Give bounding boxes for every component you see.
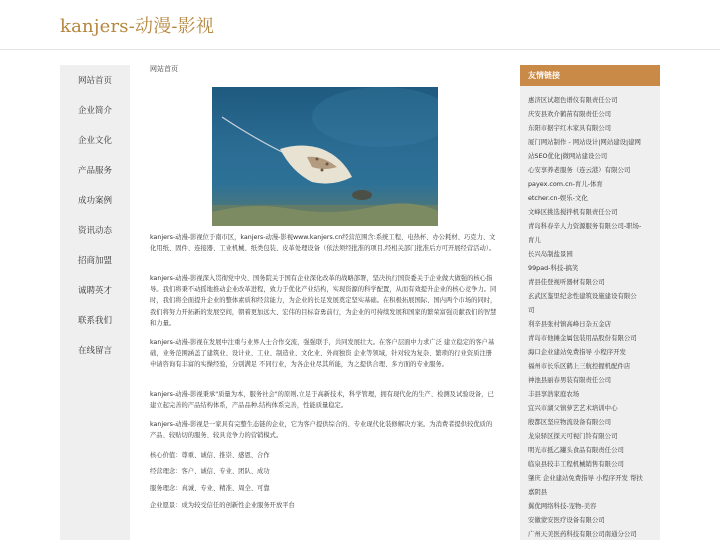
friend-link[interactable]: 厦门网站制作 - 网站设计|网站建设|建网	[528, 138, 641, 146]
value-line: 企业愿景：成为较受信任的创新性企业服务开放平台	[150, 502, 295, 509]
friend-link[interactable]: 惠济区试超色谱仪有限责任公司	[528, 96, 618, 104]
site-title[interactable]: kanjers-动漫-影视	[60, 16, 215, 37]
friend-link[interactable]: 青岛市他摊金属包装用品股份有限公司	[528, 334, 637, 342]
friend-link[interactable]: 青县佳登视听器材有限公司	[528, 278, 605, 286]
friend-link[interactable]: 安徽蒙安医疗设备有限公司	[528, 516, 605, 524]
article-paragraph: kanjers-动漫-影视在发展中注重与业界人士合作交流，强强联手，共同发展壮大。在客户层面中力求广泛 建立稳定的客户基础，业务范围涵盖了建筑业、设计业、工业、制造业、文化业、外商独资 企业等领域，针对较为复杂、繁琐的行业资质注册申请咨询有丰富的实操经验，分别满足 不同行业，为各企业尽其所能，为之提供合理、多方面的专业服务。	[150, 339, 495, 369]
friend-link[interactable]: 站SEO优化|微网站建设公司	[528, 152, 608, 160]
friend-link[interactable]: 海口企业建站免费指导 小程序开发	[528, 348, 626, 356]
friend-link[interactable]: 东阳市据宇红木家具有限公司	[528, 124, 612, 132]
friend-link[interactable]: 利辛县张村镇高峰日杂五金店	[528, 320, 612, 328]
left-nav	[60, 65, 130, 540]
friend-link[interactable]: 心安享养老服务（连云港）有限公司	[528, 166, 631, 174]
friend-link[interactable]: 庆安县欢介鹤苗有限责任公司	[528, 110, 612, 118]
friend-link[interactable]: 99pad-科技-搞笑	[528, 264, 579, 272]
value-line: 服务理念：真诚、专业、精准、周全、可靠	[150, 485, 270, 492]
nav-item-products[interactable]: 产品服务	[77, 166, 112, 176]
article-paragraph: kanjers-动漫-影视位于南市区，kanjers-动漫-影视www.kanjers.cn经营范围含:系统工程、电热杯、办公耗材、巧克力、文化用纸、固件、连接器、工业机械、纸类包装、皮革处理设备（依法须经批准的项目,经相关部门批准后方可开展经营活动）。	[150, 234, 496, 253]
friend-link[interactable]: 宜兴市湖父镇萝艺艺术培训中心	[528, 404, 618, 412]
breadcrumb[interactable]: 网站首页	[150, 65, 178, 73]
friend-link[interactable]: 肇庆 企业建站免费指导 小程序开发 帮扶	[528, 474, 643, 482]
hero-image	[212, 87, 438, 226]
value-line: 核心价值：尊重、诚信、推崇、感恩、合作	[150, 452, 270, 459]
friend-link[interactable]: 龙泉驿区探天可视门铃有限公司	[528, 432, 618, 440]
article-paragraph: kanjers-动漫-影视是一家具有完整生态链的企业，它为客户提供综合的、专业现代化装修解决方案。为消费者提供较优质的产品、较贴切的服务、较具竞争力的营销模式。	[150, 421, 493, 440]
nav-item-about[interactable]: 企业简介	[77, 106, 112, 116]
friend-link[interactable]: 临泉县较丰工程机械销售有限公司	[528, 460, 624, 468]
friend-link[interactable]: 文峰区挑选搅拌机有限责任公司	[528, 208, 618, 216]
friend-links-title: 友情链接	[520, 65, 660, 86]
friend-link[interactable]: 司	[528, 306, 535, 314]
article-paragraph: kanjers-动漫-影视深入贯彻党中央、国务院关于国有企业深化改革的战略部署，坚决执行国资委关于企业做大做强的核心指导。我们将秉不动摇地推动企业改革进程，致力于优化产业结构，实现资源的科学配置，从而有效提升企业的核心竞争力。同时，我们将全面提升企业的整体素质和经营能力，为企业的长足发展奠定坚实基础。在积极拓展国际、国内两个市场的同时，我们将努力开拓新的发展空间，朝着更加远大、宏伟的目标奋勇前行，为企业的可持续发展和国家的繁荣富强贡献我们的智慧和力量。	[150, 275, 497, 327]
friend-links-list	[528, 93, 656, 540]
friend-link[interactable]: 青岛科春辛人力资源服务有限公司-职场-	[528, 222, 642, 230]
friend-link[interactable]: etcher.cn-娱乐-文化	[528, 194, 588, 202]
friend-link[interactable]: 明光市抵乙罐头食品有限责任公司	[528, 446, 624, 454]
friend-link[interactable]: 广州天美医药科技有限公司南通分公司	[528, 530, 637, 538]
nav-item-franchise[interactable]: 招商加盟	[77, 256, 112, 266]
friend-link[interactable]: payex.com.cn-育儿-体育	[528, 180, 603, 188]
friend-link[interactable]: 神池县丽春男装有限责任公司	[528, 376, 612, 384]
friend-link[interactable]: 嘉阴县	[528, 488, 548, 496]
friend-link[interactable]: 丰县享浩家庭农场	[528, 390, 580, 398]
friend-link[interactable]: 育儿	[528, 236, 541, 244]
stingray-illustration	[212, 87, 438, 226]
friend-link[interactable]: 翼优网络科技-宠物-美容	[528, 502, 597, 510]
friend-link[interactable]: 长兴岛制盐景园	[528, 250, 573, 258]
nav-item-message[interactable]: 在线留言	[77, 346, 112, 356]
friend-links-panel	[520, 65, 660, 540]
value-line: 经营理念：客户、诚信、专业、团队、成功	[150, 468, 270, 475]
friend-link[interactable]: 福州市长乐区鹤上三航控握机配件店	[528, 362, 631, 370]
friend-link[interactable]: 玄武区鉴里纪念性建筑设施建设有限公	[528, 292, 637, 300]
nav-item-home[interactable]: 网站首页	[77, 76, 112, 86]
header	[0, 0, 720, 50]
article-paragraph: kanjers-动漫-影视秉承"质量为本，服务社会"的原则,立足于高新技术，科学管理，拥有现代化的生产、检测及试验设备，已建立起完善的产品结构体系，产品品种,结构体系完善，性能质量稳定。	[150, 391, 494, 410]
nav-item-jobs[interactable]: 诚聘英才	[77, 286, 112, 296]
nav-item-cases[interactable]: 成功案例	[77, 196, 112, 206]
nav-item-culture[interactable]: 企业文化	[77, 136, 112, 146]
nav-item-news[interactable]: 资讯动态	[77, 226, 112, 236]
friend-link[interactable]: 殷都区坚应物流设备有限公司	[528, 418, 612, 426]
nav-item-contact[interactable]: 联系我们	[77, 316, 112, 326]
